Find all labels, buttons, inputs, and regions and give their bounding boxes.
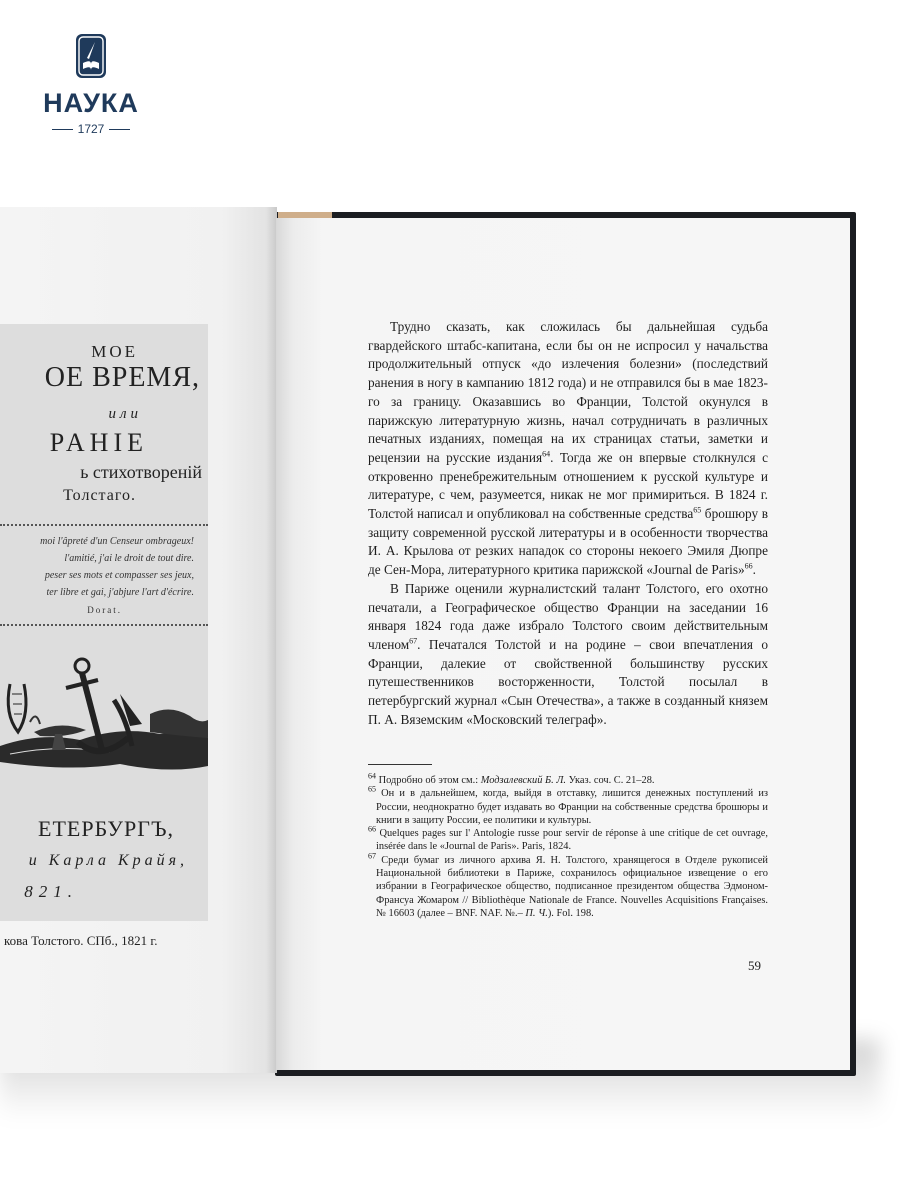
footnote-reference: 64 — [368, 771, 376, 781]
footnote: $^{64}$ Подробно об этом см.: Модзалевский Б. Л. Указ. соч. С. 21–28. — [368, 771, 655, 786]
footnote-reference: 65 — [693, 505, 702, 515]
footnote-reference: 65 — [368, 784, 376, 794]
facsimile-imprint-printer: и Карла Крайя, — [28, 852, 188, 869]
italic-run: П. Ч. — [525, 907, 548, 919]
italic-run: Модзалевский Б. Л. — [480, 775, 566, 786]
footnote-reference: 67 — [368, 851, 376, 861]
footnote-rule — [368, 764, 432, 765]
facsimile-epigraph-line: moi l'âpreté d'un Censeur ombrageux! — [40, 536, 194, 547]
facsimile-title-line: РАНІЕ — [49, 428, 148, 457]
publisher-logo — [40, 34, 142, 140]
footnote: $^{66}$ Quelques pages sur l' Antologie russe pour servir de réponse à une critique de cet ouvrage, insérée dans le «Journal de Paris». Paris, 1824. — [368, 824, 768, 853]
book-quill-icon — [76, 34, 106, 78]
lyre-anchor-vignette — [0, 654, 208, 784]
facsimile-epigraph-line: peser ses mots et compasser ses jeux, — [44, 570, 194, 581]
body-text — [368, 318, 768, 729]
footnote: $^{67}$ Среди бумаг из личного архива Я. Н. Толстого, хранящегося в Отделе рукописей Национальной библиотеки в Париже, сохранилось официальное извещение о его избрании в Географическое общество, подписанное президентом общества Эдмоном-Франсуа Жомаром // Bibliothèque Nationale de France. Nouvelles Acquisitions Françaises. № 16603 (далее – BNF. NAF. №.– П. Ч.). Fol. 198. — [368, 851, 768, 919]
footnote-reference: 66 — [368, 824, 376, 834]
publisher-name: НАУКА — [43, 88, 139, 118]
facsimile-imprint-city: ЕТЕРБУРГЪ, — [38, 816, 174, 841]
footnote-reference: 64 — [542, 449, 551, 459]
facsimile-rule — [0, 624, 208, 626]
facsimile-epigraph-line: ter libre et gai, j'abjure l'art d'écrire. — [46, 587, 194, 598]
footnote-reference: 67 — [409, 636, 418, 646]
facsimile-title-line: ОЕ ВРЕМЯ, — [44, 362, 200, 393]
body-paragraph: В Париже оценили журналистский талант Толстого, его охотно печатали, а Географическое общество Франции на заседании 16 января 1824 года даже избрало Толстого своим действительным членом$^{67}$. Печатался Толстой и на родине – свои впечатления о Франции, далекие от свойственной большинству русских путешественников восторженности, Толстой посылал в петербургский журнал «Сын Отечества», а также в созданный князем П. А. Вяземским «Московский телеграф». — [368, 580, 768, 727]
body-paragraph: Трудно сказать, как сложилась бы дальнейшая судьба гвардейского штабс-капитана, если бы он не испросил у начальства продолжительный отпуск «до излечения болезни» (последствий ранения в ногу в кампанию 1812 года) и не отправился бы в мае 1823-го за границу. Оказавшись во Франции, Толстой окунулся в парижскую литературную жизнь, начал сотрудничать в различных печатных изданиях, помещая на их страницах статьи, заметки и рецензии на русские издания$^{64}$. Тогда же он впервые столкнулся с откровенно пренебрежительным отношением к русской культуре и литературе, с чем, разумеется, никак не мог примириться. В 1824 г. Толстой написал и опубликовал на собственные средства$^{65}$ брошюру в защиту современной русской литературы и в особенности творчества И. А. Крылова от резких нападок со стороны некоего Эмиля Дюпре де Сен-Мора, литературного критика парижской «Journal de Paris»$^{66}$. — [368, 319, 768, 578]
publisher-year: 1727 — [40, 122, 142, 136]
facsimile-title-line: МОЕ — [91, 342, 138, 361]
facsimile-title-line: ь стихотвореній — [80, 462, 202, 482]
footnote-reference: 66 — [744, 561, 753, 571]
footnote: $^{65}$ Он и в дальнейшем, когда, выйдя в отставку, лишится денежных поступлений из России, неоднократно будет издавать во Франции на собственные средства брошюры и книги в защиту России, ее политики и культуры. — [368, 784, 768, 826]
facsimile-rule — [0, 524, 208, 526]
right-page — [276, 218, 850, 1070]
facsimile-title-line: Толстаго. — [63, 487, 136, 504]
facsimile-imprint-year: 821. — [24, 882, 78, 901]
facsimile-epigraph-line: l'amitié, j'ai le droit de tout dire. — [64, 553, 194, 564]
page-number: 59 — [748, 958, 761, 973]
facsimile-caption: кова Толстого. СПб., 1821 г. — [4, 933, 158, 948]
facsimile-epigraph-author: Dorat. — [87, 605, 122, 615]
facsimile-title-line: или — [108, 406, 142, 422]
footnotes — [368, 771, 768, 920]
left-page — [0, 207, 277, 1073]
title-page-facsimile — [0, 324, 208, 921]
